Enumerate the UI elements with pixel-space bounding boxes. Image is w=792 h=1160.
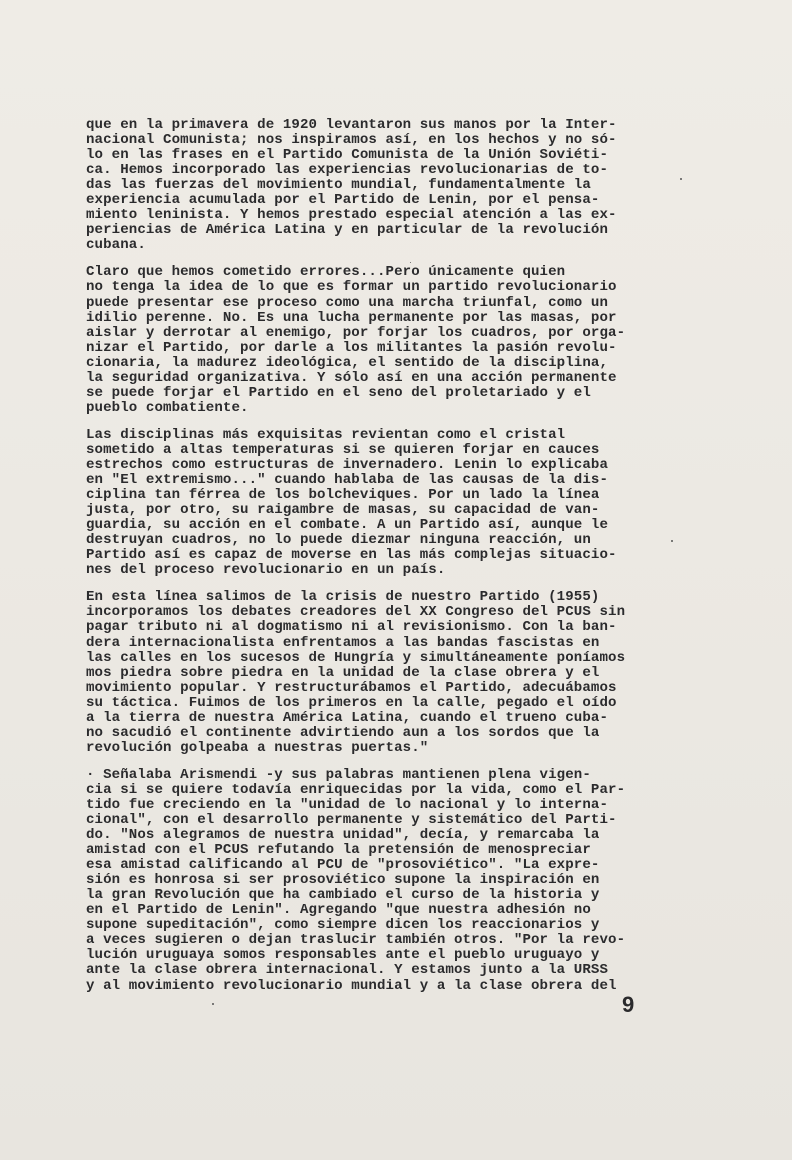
paragraph-1: que en la primavera de 1920 levantaron sus manos por la Inter- nacional Comunista; nos inspiramos así, en los hechos y no só- lo en las frases en el Partido Comunista de la Unión Soviéti- ca. Hemos incorporado las experiencias revolucionarias de to- das las fuerzas del movimiento mundial, fundamentalmente la experiencia acumulada por el Partido de Lenin, por el pensa- miento leninista. Y hemos prestado especial atención a las ex- periencias de América Latina y en particular de la revolución cubana. <box>86 117 617 254</box>
paper-speck <box>212 1003 214 1005</box>
body-text <box>86 118 676 1006</box>
paragraph-5: · Señalaba Arismendi -y sus palabras mantienen plena vigen- cia si se quiere todavía enriquecidas por la vida, como el Par- tido fue creciendo en la "unidad de lo nacional y lo interna- cional", con el desarrollo permanente y sistemático del Parti- do. "Nos alegramos de nuestra unidad", decía, y remarcaba la amistad con el PCUS refutando la pretensión de menospreciar esa amistad calificando al PCU de "prosoviético". "La expre- sión es honrosa si ser prosoviético supone la inspiración en la gran Revolución que ha cambiado el curso de la historia y en el Partido de Lenin". Agregando "que nuestra adhesión no supone supeditación", como siempre dicen los reaccionarios y a veces sugieren o dejan traslucir también otros. "Por la revo- lución uruguaya somos responsables ante el pueblo uruguayo y ante la clase obrera internacional. Y estamos junto a la URSS y al movimiento revolucionario mundial y a la clase obrera del <box>86 766 626 994</box>
paragraph-2: Claro que hemos cometido errores...Pero únicamente quien no tenga la idea de lo que es formar un partido revolucionario puede presentar ese proceso como una marcha triunfal, como un idilio perenne. No. Es una lucha permanente por las masas, por aislar y derrotar al enemigo, por forjar los cuadros, por orga- nizar el Partido, por darle a los militantes la pasión revolu- cionaria, la madurez ideológica, el sentido de la disciplina, la seguridad organizativa. Y sólo así en una acción permanente se puede forjar el Partido en el seno del proletariado y el pueblo combatiente. <box>86 264 626 416</box>
paragraph-3: Las disciplinas más exquisitas revientan como el cristal sometido a altas temperaturas si se quieren forjar en cauces estrechos como estructuras de invernadero. Lenin lo explicaba en "El extremismo..." cuando hablaba de las causas de la dis- ciplina tan férrea de los bolcheviques. Por un lado la línea justa, por otro, su raigambre de masas, su capacidad de van- guardia, su acción en el combate. A un Partido así, aunque le destruyan cuadros, no lo puede diezmar ninguna reacción, un Partido así es capaz de moverse en las más complejas situacio- nes del proceso revolucionario en un país. <box>86 426 617 579</box>
paper-speck <box>410 262 411 263</box>
paragraph-4: En esta línea salimos de la crisis de nuestro Partido (1955) incorporamos los debates creadores del XX Congreso del PCUS sin pagar tributo ni al dogmatismo ni al revisionismo. Con la ban- dera internacionalista enfrentamos a las bandas fascistas en las calles en los sucesos de Hungría y simultáneamente poníamos mos piedra sobre piedra en la unidad de la clase obrera y el movimiento popular. Y restructurábamos el Partido, adecuábamos su táctica. Fuimos de los primeros en la calle, pegado el oído a la tierra de nuestra América Latina, cuando el trueno cuba- no sacudió el continente advirtiendo aun a los sordos que la revolución golpeaba a nuestras puertas." <box>86 589 626 756</box>
paper-speck <box>671 540 673 542</box>
paper-speck <box>680 178 682 180</box>
page-number: 9 <box>622 992 635 1017</box>
